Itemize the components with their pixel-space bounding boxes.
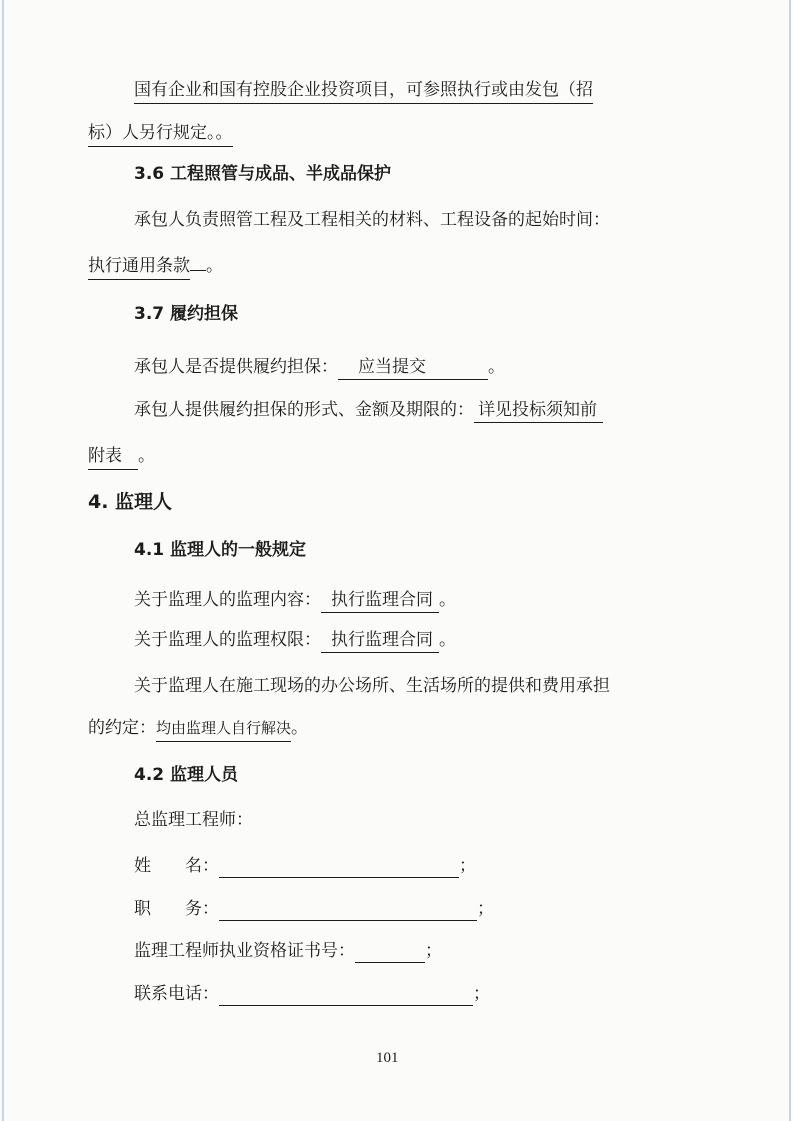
filled-value: 执行监理合同 <box>321 628 439 653</box>
form-row-title: 职 务： ； <box>134 899 494 919</box>
section-heading-4-2: 4.2 监理人员 <box>134 765 239 785</box>
filled-value: 应当提交 <box>338 355 450 380</box>
filled-value: 执行通用条款 <box>88 254 190 280</box>
blank-line <box>219 900 477 921</box>
blank-line <box>219 985 473 1006</box>
paragraph: 总监理工程师： <box>134 810 253 830</box>
scan-edge-left <box>2 0 4 1121</box>
text-line: 关于监理人的监理权限： 执行监理合同 。 <box>134 628 456 653</box>
form-row-name: 姓 名： ； <box>134 856 476 876</box>
filled-value: 执行监理合同 <box>321 588 439 613</box>
section-heading-3-7: 3.7 履约担保 <box>134 304 239 324</box>
blank-line <box>355 942 425 963</box>
text-line: 执行通用条款 。 <box>88 254 223 280</box>
form-row-phone: 联系电话： ； <box>134 984 490 1004</box>
text-line: 承包人提供履约担保的形式、金额及期限的： 详见投标须知前 <box>134 398 603 423</box>
text-line: 承包人是否提供履约担保： 应当提交 。 <box>134 355 505 380</box>
section-heading-4-1: 4.1 监理人的一般规定 <box>134 540 307 560</box>
text-line: 附表 。 <box>88 444 155 470</box>
underlined-text: 标）人另行规定。。 <box>88 121 233 147</box>
filled-value: 均由监理人自行解决 <box>156 716 291 742</box>
underlined-text: 国有企业和国有控股企业投资项目，可参照执行或由发包（招 <box>134 78 593 104</box>
section-heading-3-6: 3.6 工程照管与成品、半成品保护 <box>134 164 392 184</box>
section-heading-4: 4. 监理人 <box>88 491 173 513</box>
text-line: 的约定：均由监理人自行解决。 <box>88 716 308 742</box>
scan-edge-right <box>789 0 791 1121</box>
page-number: 101 <box>376 1050 399 1066</box>
text-line <box>134 78 593 104</box>
paragraph: 承包人负责照管工程及工程相关的材料、工程设备的起始时间： <box>134 210 610 230</box>
blank-line <box>219 857 459 878</box>
text-line: 关于监理人的监理内容： 执行监理合同 。 <box>134 588 456 613</box>
text-line <box>88 121 233 147</box>
filled-value: 附表 <box>88 444 138 470</box>
filled-value: 详见投标须知前 <box>474 398 603 423</box>
form-row-cert: 监理工程师执业资格证书号： ； <box>134 941 442 961</box>
paragraph: 关于监理人在施工现场的办公场所、生活场所的提供和费用承担 <box>134 676 610 696</box>
